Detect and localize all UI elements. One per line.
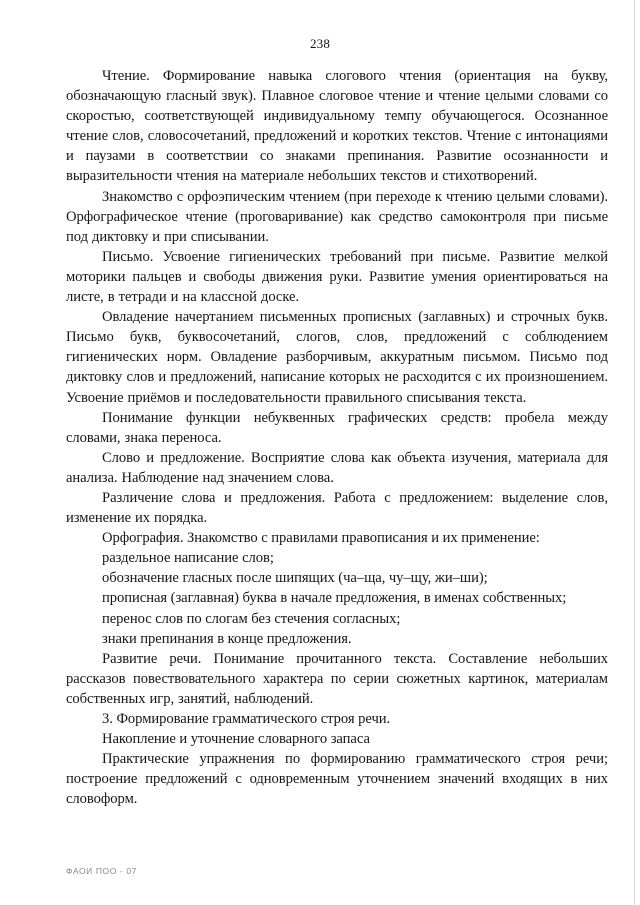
footer-stamp: ФАОИ ПОО - 07 — [66, 866, 137, 876]
paragraph-graphic-means: Понимание функции небуквенных графических средств: пробела между словами, знака переноса. — [66, 409, 608, 446]
paragraph-writing: Письмо. Усвоение гигиенических требований при письме. Развитие мелкой моторики пальцев и свободы движения руки. Развитие умения ориентироваться на листе, в тетради и на классной доске. — [66, 248, 608, 306]
section-subheading-vocabulary: Накопление и уточнение словарного запаса — [102, 731, 370, 748]
paragraph-letter-forms: Овладение начертанием письменных прописных (заглавных) и строчных букв. Письмо букв, буквосочетаний, слогов, слов, предложений с соблюдением гигиенических норм. Овладение разборчивым, аккуратным письмом. Письмо под диктовку слов и предложений, написание которых не расходится с их произношением. Усвоение приёмов и последовательности правильного списывания текста. — [66, 309, 608, 406]
section-heading-grammar: 3. Формирование грамматического строя речи. — [102, 711, 391, 727]
orthography-item-punctuation: знаки препинания в конце предложения. — [102, 630, 352, 647]
paragraph-orthoepic-reading: Знакомство с орфоэпическим чтением (при переходе к чтению целыми словами). Орфографическое чтение (проговаривание) как средство самоконтроля при письме под диктовку и при списывании. — [66, 188, 608, 245]
page-number: 238 — [309, 36, 331, 51]
page-edge-line — [634, 0, 635, 905]
paragraph-speech-development: Развитие речи. Понимание прочитанного текста. Составление небольших рассказов повествовательного характера по серии сюжетных картинок, материалам собственных игр, занятий, наблюдений. — [66, 650, 608, 707]
orthography-heading: Орфография. Знакомство с правилами правописания и их применение: — [102, 530, 540, 547]
orthography-item-word-hyphenation: перенос слов по слогам без стечения согласных; — [102, 610, 401, 627]
orthography-item-vowels-after-sibilants: обозначение гласных после шипящих (ча–ща, чу–щу, жи–ши); — [102, 570, 488, 587]
orthography-item-separate-writing: раздельное написание слов; — [102, 550, 274, 567]
orthography-item-capital-letter: прописная (заглавная) буква в начале предложения, в именах собственных; — [102, 590, 567, 607]
paragraph-word-vs-sentence: Различение слова и предложения. Работа с предложением: выделение слов, изменение их порядка. — [66, 489, 608, 527]
paragraph-grammar-exercises: Практические упражнения по формированию грамматического строя речи; построение предложений с одновременным уточнением значений входящих в них словоформ. — [66, 751, 608, 808]
paragraph-reading: Чтение. Формирование навыка слогового чтения (ориентация на букву, обозначающую гласный звук). Плавное слоговое чтение и чтение целыми словами со скоростью, соответствующей индивидуальному темпу обучающегося. Осознанное чтение слов, словосочетаний, предложений и коротких текстов. Чтение с интонациями и паузами в соответствии со знаками препинания. Развитие осознанности и выразительности чтения на материале небольших текстов и стихотворений. — [66, 68, 608, 185]
page-body — [66, 66, 608, 809]
paragraph-word-and-sentence: Слово и предложение. Восприятие слова как объекта изучения, материала для анализа. Наблюдение над значением слова. — [66, 449, 608, 486]
